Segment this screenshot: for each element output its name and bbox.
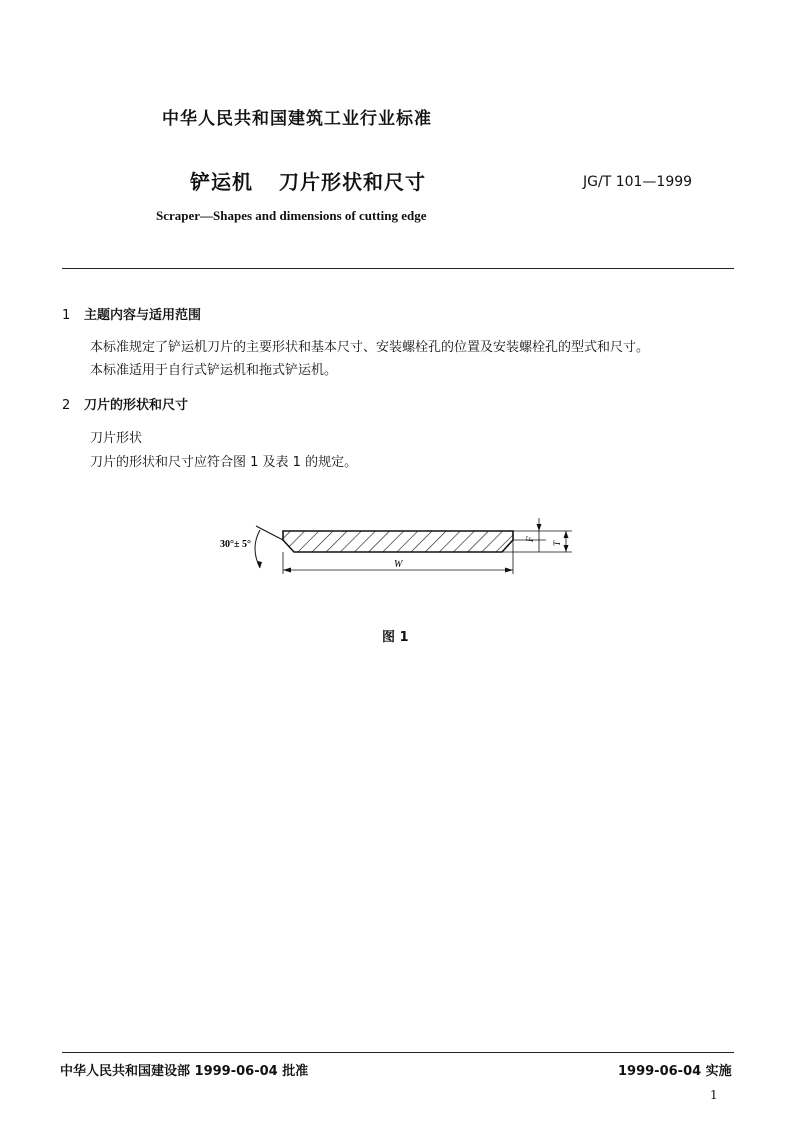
angle-leader	[256, 526, 283, 540]
document-title-cn	[190, 166, 426, 195]
section-2-title: 刀片的形状和尺寸	[84, 398, 189, 413]
section-1-paragraph-2: 本标准适用于自行式铲运机和拖式铲运机。	[90, 363, 338, 378]
t-arrow-bottom	[564, 545, 569, 552]
figure-1-drawing	[200, 508, 600, 588]
section-2-paragraph-2: 刀片的形状和尺寸应符合图 1 及表 1 的规定。	[90, 455, 358, 470]
width-arrow-left	[283, 568, 291, 573]
header-divider	[62, 268, 734, 269]
width-arrow-right	[505, 568, 513, 573]
standard-number: JG/T 101—1999	[583, 174, 693, 190]
implementation-line: 1999-06-04 实施	[618, 1064, 732, 1079]
section-2-paragraph-1: 刀片形状	[90, 431, 143, 446]
title-cn-part2: 刀片形状和尺寸	[279, 170, 426, 194]
blade-section	[283, 531, 513, 552]
approval-line: 中华人民共和国建设部 1999-06-04 批准	[60, 1064, 309, 1079]
document-title-en: Scraper—Shapes and dimensions of cutting edge	[156, 208, 427, 223]
figure-1-caption: 图 1	[382, 630, 409, 645]
section-2-heading	[62, 394, 188, 413]
f-label: F	[525, 536, 535, 542]
t-label: T	[552, 540, 562, 546]
t-arrow-top	[564, 531, 569, 538]
section-1-heading	[62, 304, 201, 323]
width-label: W	[394, 559, 403, 570]
section-1-number: 1	[62, 308, 71, 323]
section-1-title: 主题内容与适用范围	[84, 308, 202, 323]
section-1-paragraph-1: 本标准规定了铲运机刀片的主要形状和基本尺寸、安装螺栓孔的位置及安装螺栓孔的型式和尺寸。	[90, 340, 650, 355]
page-number: 1	[710, 1088, 718, 1102]
f-arrow	[537, 524, 542, 531]
title-cn-part1: 铲运机	[190, 170, 253, 194]
footer-divider	[62, 1052, 734, 1053]
standard-category: 中华人民共和国建筑工业行业标准	[162, 109, 432, 129]
angle-label: 30°± 5°	[220, 539, 251, 550]
section-2-number: 2	[62, 398, 71, 413]
